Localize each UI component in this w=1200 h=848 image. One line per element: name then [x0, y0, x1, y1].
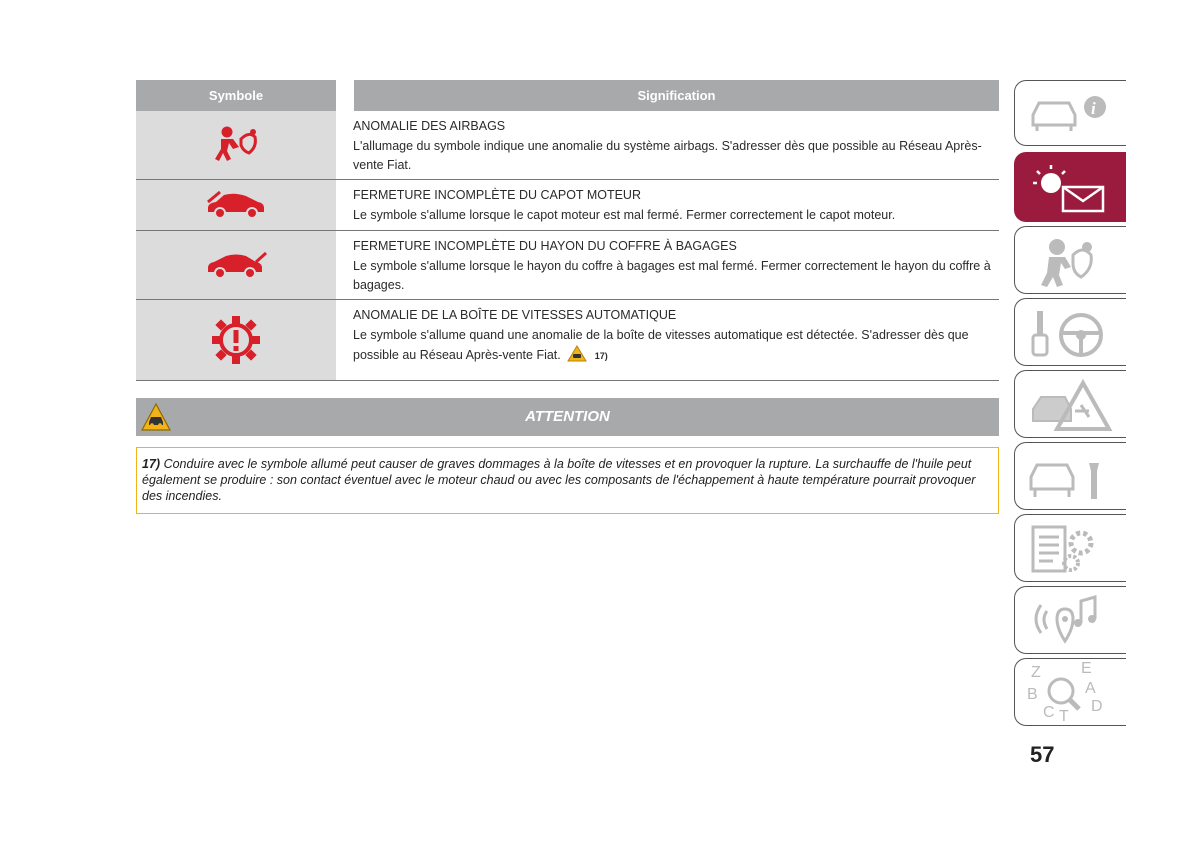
steering-wheel-icon [1023, 305, 1113, 361]
index-icon [1023, 661, 1113, 723]
column-header-meaning: Signification [354, 80, 999, 111]
index-letter: Z [1031, 664, 1041, 681]
tab-multimedia[interactable] [1014, 586, 1126, 654]
tab-warning-lights[interactable] [1014, 152, 1126, 222]
attention-header [136, 398, 999, 436]
attention-title: ATTENTION [525, 408, 610, 425]
index-letter: A [1085, 680, 1096, 697]
table-row [136, 231, 999, 300]
attention-small-icon [567, 345, 587, 362]
maintenance-icon [1023, 449, 1113, 505]
index-letter: C [1043, 704, 1055, 721]
index-letter: E [1081, 661, 1092, 677]
row-title: ANOMALIE DE LA BOÎTE DE VITESSES AUTOMATIQUE [353, 308, 677, 322]
row-text: Le symbole s'allume quand une anomalie de la boîte de vitesses automatique est détectée. S'adresser dès que possible au Réseau Après-vente Fiat. [353, 327, 969, 362]
multimedia-icon [1023, 593, 1113, 649]
tab-driving[interactable] [1014, 298, 1126, 366]
table-row [136, 180, 999, 231]
note-number: 17) [142, 457, 161, 471]
car-info-icon [1023, 87, 1113, 139]
warning-lights-icon [1023, 159, 1113, 215]
index-letter: D [1091, 698, 1103, 715]
symbol-cell [136, 231, 336, 299]
attention-note [136, 447, 999, 514]
note-reference[interactable]: 17) [594, 351, 608, 361]
symbol-cell [136, 300, 336, 380]
page-number: 57 [1030, 742, 1055, 767]
row-title: FERMETURE INCOMPLÈTE DU CAPOT MOTEUR [353, 188, 641, 202]
index-letter: B [1027, 686, 1038, 703]
table-row [136, 111, 999, 180]
index-letter: T [1059, 708, 1069, 723]
tab-safety[interactable] [1014, 226, 1126, 294]
row-title: FERMETURE INCOMPLÈTE DU HAYON DU COFFRE À BAGAGES [353, 239, 737, 253]
tab-maintenance[interactable] [1014, 442, 1126, 510]
symbol-cell [136, 111, 336, 179]
row-text: L'allumage du symbole indique une anomalie du système airbags. S'adresser dès que possible au Réseau Après-vente Fiat. [353, 138, 982, 172]
technical-data-icon [1023, 521, 1113, 577]
tab-index[interactable] [1014, 658, 1126, 726]
tab-car-info[interactable] [1014, 80, 1126, 146]
tab-emergency[interactable] [1014, 370, 1126, 438]
trunk-open-icon [204, 250, 268, 280]
row-title: ANOMALIE DES AIRBAGS [353, 119, 506, 133]
emergency-icon [1023, 377, 1113, 433]
hood-open-icon [204, 190, 268, 220]
table-row [136, 300, 999, 381]
symbol-cell [136, 180, 336, 230]
tab-technical-data[interactable] [1014, 514, 1126, 582]
column-header-symbol: Symbole [136, 80, 336, 111]
row-text: Le symbole s'allume lorsque le capot moteur est mal fermé. Fermer correctement le capot moteur. [353, 207, 896, 222]
note-text: Conduire avec le symbole allumé peut causer de graves dommages à la boîte de vitesses et en provoquer la rupture. La surchauffe de l'huile peut également se produire : son contact éventuel avec le moteur chaud ou avec les composants de l'échappement à haute température pourrait provoquer des incendies. [142, 457, 976, 503]
transmission-fault-icon [210, 314, 262, 366]
safety-airbag-icon [1023, 233, 1113, 289]
airbag-warning-icon [211, 125, 261, 165]
svg-text:i: i [1091, 99, 1096, 118]
row-text: Le symbole s'allume lorsque le hayon du coffre à bagages est mal fermé. Fermer correctement le hayon du coffre à bagages. [353, 258, 991, 292]
